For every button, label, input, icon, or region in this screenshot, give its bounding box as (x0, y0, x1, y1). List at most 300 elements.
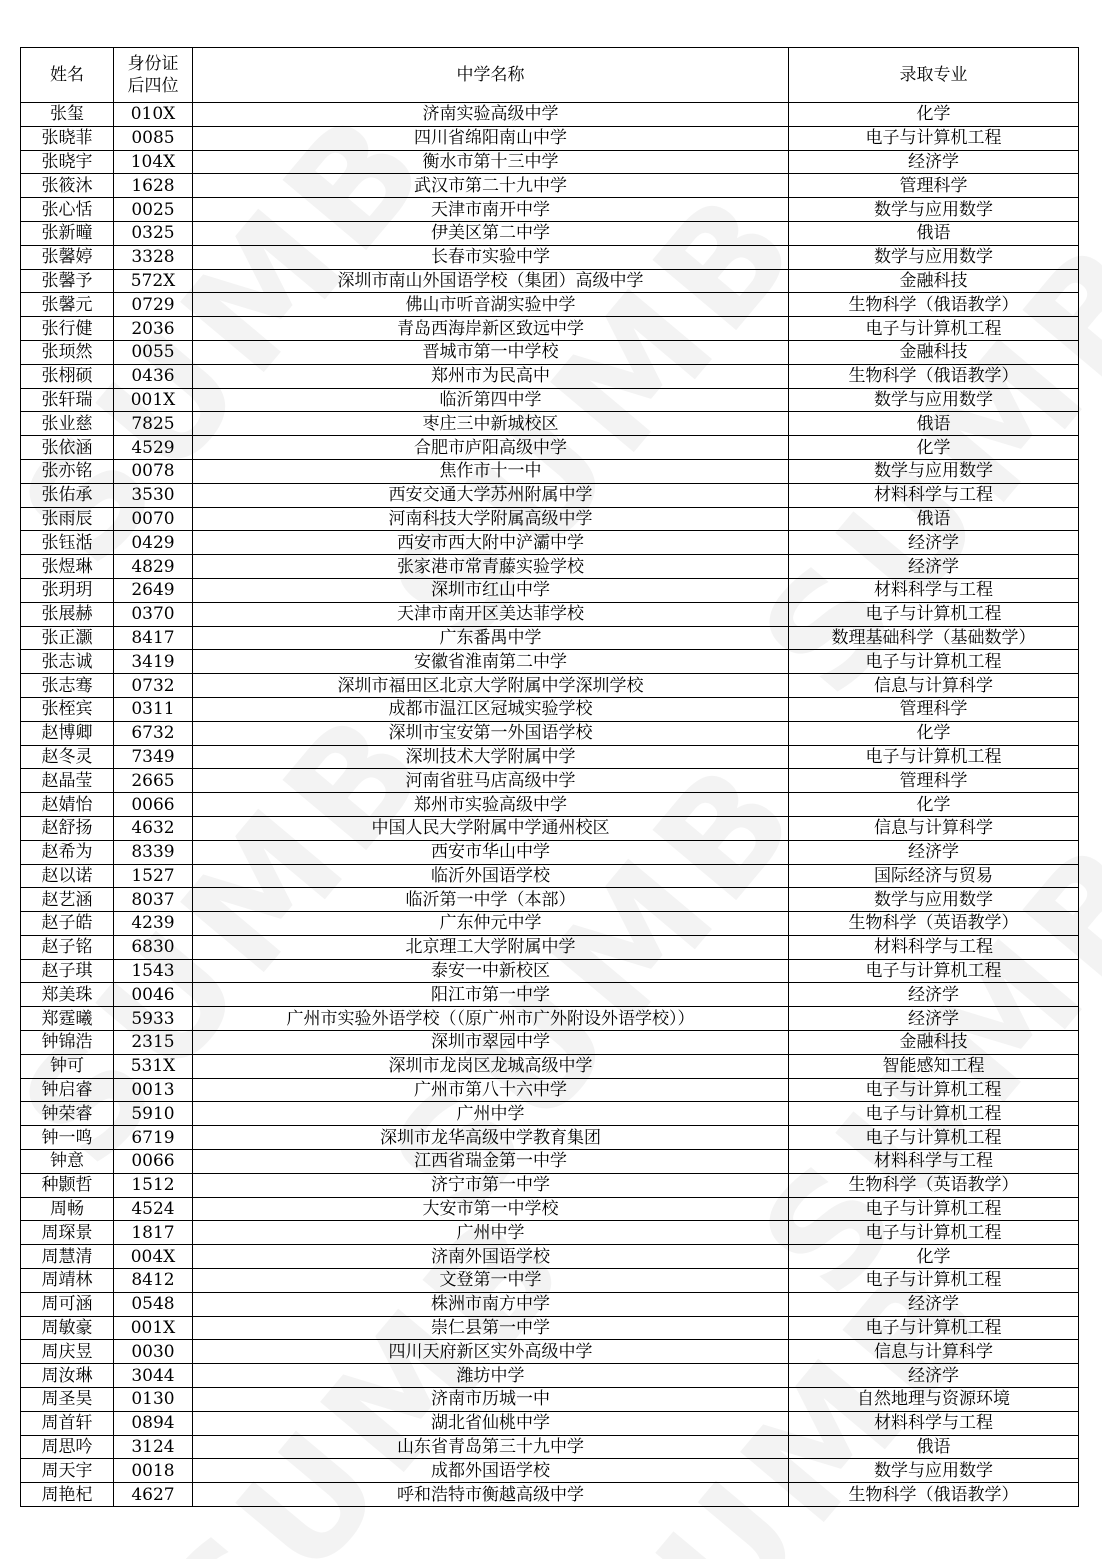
cell-major: 电子与计算机工程 (789, 602, 1079, 626)
table-row (21, 1078, 1079, 1102)
cell-school: 山东省青岛第三十九中学 (193, 1435, 789, 1459)
cell-id-last4: 572X (114, 269, 193, 293)
cell-id-last4: 4829 (114, 555, 193, 579)
cell-school: 西安交通大学苏州附属中学 (193, 483, 789, 507)
cell-school: 呼和浩特市衡越高级中学 (193, 1483, 789, 1507)
cell-id-last4: 0070 (114, 507, 193, 531)
cell-id-last4: 3124 (114, 1435, 193, 1459)
cell-id-last4: 5933 (114, 1007, 193, 1031)
cell-name: 张亦铭 (21, 459, 114, 483)
cell-school: 广州中学 (193, 1221, 789, 1245)
table-row (21, 793, 1079, 817)
table-row (21, 126, 1079, 150)
cell-name: 钟锦浩 (21, 1031, 114, 1055)
table-row (21, 269, 1079, 293)
cell-major: 电子与计算机工程 (789, 959, 1079, 983)
table-row (21, 1007, 1079, 1031)
cell-school: 潍坊中学 (193, 1364, 789, 1388)
cell-major: 数学与应用数学 (789, 245, 1079, 269)
cell-major: 生物科学（俄语教学） (789, 1483, 1079, 1507)
table-row (21, 245, 1079, 269)
table-row (21, 578, 1079, 602)
cell-school: 合肥市庐阳高级中学 (193, 436, 789, 460)
cell-name: 张栩硕 (21, 364, 114, 388)
table-row (21, 1435, 1079, 1459)
cell-name: 张晓宇 (21, 150, 114, 174)
cell-name: 张佑承 (21, 483, 114, 507)
cell-school: 安徽省淮南第二中学 (193, 650, 789, 674)
cell-major: 生物科学（英语教学） (789, 1173, 1079, 1197)
table-row (21, 1292, 1079, 1316)
cell-major: 俄语 (789, 221, 1079, 245)
cell-major: 化学 (789, 793, 1079, 817)
cell-id-last4: 1527 (114, 864, 193, 888)
table-row (21, 674, 1079, 698)
table-row (21, 888, 1079, 912)
cell-id-last4: 1512 (114, 1173, 193, 1197)
cell-school: 广州市实验外语学校（（原广州市广外附设外语学校）） (193, 1007, 789, 1031)
cell-id-last4: 4524 (114, 1197, 193, 1221)
table-row (21, 340, 1079, 364)
cell-major: 金融科技 (789, 340, 1079, 364)
table-row (21, 531, 1079, 555)
cell-school: 广州市第八十六中学 (193, 1078, 789, 1102)
table-row (21, 1388, 1079, 1412)
cell-id-last4: 0325 (114, 221, 193, 245)
cell-id-last4: 0085 (114, 126, 193, 150)
cell-school: 天津市南开区美达菲学校 (193, 602, 789, 626)
cell-name: 赵冬灵 (21, 745, 114, 769)
cell-name: 张雨辰 (21, 507, 114, 531)
cell-name: 张志诚 (21, 650, 114, 674)
cell-major: 电子与计算机工程 (789, 1269, 1079, 1293)
cell-school: 济宁市第一中学 (193, 1173, 789, 1197)
table-row (21, 1269, 1079, 1293)
cell-name: 张轩瑞 (21, 388, 114, 412)
cell-school: 天津市南开中学 (193, 198, 789, 222)
cell-school: 北京理工大学附属中学 (193, 935, 789, 959)
cell-major: 数学与应用数学 (789, 888, 1079, 912)
table-row (21, 293, 1079, 317)
table-row (21, 1173, 1079, 1197)
cell-major: 金融科技 (789, 269, 1079, 293)
cell-id-last4: 001X (114, 1316, 193, 1340)
cell-name: 张行健 (21, 317, 114, 341)
cell-id-last4: 3530 (114, 483, 193, 507)
cell-school: 青岛西海岸新区致远中学 (193, 317, 789, 341)
cell-major: 信息与计算科学 (789, 816, 1079, 840)
cell-school: 阳江市第一中学 (193, 983, 789, 1007)
cell-id-last4: 0013 (114, 1078, 193, 1102)
cell-school: 临沂第四中学 (193, 388, 789, 412)
cell-school: 湖北省仙桃中学 (193, 1411, 789, 1435)
cell-school: 四川省绵阳南山中学 (193, 126, 789, 150)
cell-major: 材料科学与工程 (789, 1411, 1079, 1435)
cell-school: 临沂外国语学校 (193, 864, 789, 888)
cell-major: 材料科学与工程 (789, 1150, 1079, 1174)
cell-name: 张展赫 (21, 602, 114, 626)
cell-major: 生物科学（英语教学） (789, 912, 1079, 936)
cell-major: 经济学 (789, 531, 1079, 555)
cell-name: 赵舒扬 (21, 816, 114, 840)
table-row (21, 1483, 1079, 1507)
cell-name: 张桎宾 (21, 697, 114, 721)
cell-name: 张正灏 (21, 626, 114, 650)
table-row (21, 555, 1079, 579)
cell-id-last4: 4627 (114, 1483, 193, 1507)
cell-major: 电子与计算机工程 (789, 1078, 1079, 1102)
cell-major: 数理基础科学（基础数学） (789, 626, 1079, 650)
cell-major: 俄语 (789, 507, 1079, 531)
table-row (21, 1411, 1079, 1435)
cell-school: 长春市实验中学 (193, 245, 789, 269)
cell-name: 周庆昱 (21, 1340, 114, 1364)
cell-id-last4: 4632 (114, 816, 193, 840)
cell-major: 电子与计算机工程 (789, 1221, 1079, 1245)
table-row (21, 1031, 1079, 1055)
cell-major: 管理科学 (789, 174, 1079, 198)
table-row (21, 602, 1079, 626)
cell-id-last4: 8412 (114, 1269, 193, 1293)
cell-school: 河南省驻马店高级中学 (193, 769, 789, 793)
cell-id-last4: 6719 (114, 1126, 193, 1150)
cell-name: 周慧清 (21, 1245, 114, 1269)
cell-id-last4: 0030 (114, 1340, 193, 1364)
cell-school: 深圳市红山中学 (193, 578, 789, 602)
cell-id-last4: 3328 (114, 245, 193, 269)
cell-id-last4: 7825 (114, 412, 193, 436)
cell-school: 文登第一中学 (193, 1269, 789, 1293)
cell-id-last4: 0429 (114, 531, 193, 555)
cell-name: 周思吟 (21, 1435, 114, 1459)
table-row (21, 103, 1079, 127)
cell-id-last4: 0732 (114, 674, 193, 698)
cell-name: 钟启睿 (21, 1078, 114, 1102)
cell-major: 电子与计算机工程 (789, 1102, 1079, 1126)
table-header-row (21, 48, 1079, 103)
cell-name: 钟意 (21, 1150, 114, 1174)
cell-school: 郑州市实验高级中学 (193, 793, 789, 817)
cell-school: 济南外国语学校 (193, 1245, 789, 1269)
cell-name: 钟可 (21, 1054, 114, 1078)
table-row (21, 317, 1079, 341)
cell-name: 周汝琳 (21, 1364, 114, 1388)
cell-school: 衡水市第十三中学 (193, 150, 789, 174)
cell-id-last4: 0729 (114, 293, 193, 317)
cell-name: 张新疃 (21, 221, 114, 245)
cell-major: 电子与计算机工程 (789, 650, 1079, 674)
cell-major: 管理科学 (789, 769, 1079, 793)
cell-name: 张馨元 (21, 293, 114, 317)
cell-id-last4: 0130 (114, 1388, 193, 1412)
cell-school: 大安市第一中学校 (193, 1197, 789, 1221)
cell-id-last4: 531X (114, 1054, 193, 1078)
cell-major: 信息与计算科学 (789, 1340, 1079, 1364)
cell-name: 张心恬 (21, 198, 114, 222)
cell-major: 电子与计算机工程 (789, 317, 1079, 341)
table-row (21, 1316, 1079, 1340)
cell-name: 钟一鸣 (21, 1126, 114, 1150)
table-row (21, 150, 1079, 174)
table-row (21, 650, 1079, 674)
cell-name: 郑美珠 (21, 983, 114, 1007)
cell-id-last4: 004X (114, 1245, 193, 1269)
cell-name: 周琛景 (21, 1221, 114, 1245)
cell-school: 深圳技术大学附属中学 (193, 745, 789, 769)
cell-major: 经济学 (789, 983, 1079, 1007)
table-row (21, 1197, 1079, 1221)
cell-id-last4: 0311 (114, 697, 193, 721)
cell-school: 广州中学 (193, 1102, 789, 1126)
table-row (21, 174, 1079, 198)
cell-id-last4: 6732 (114, 721, 193, 745)
cell-id-last4: 8417 (114, 626, 193, 650)
cell-name: 周艳杞 (21, 1483, 114, 1507)
cell-name: 张煜琳 (21, 555, 114, 579)
table-row (21, 1364, 1079, 1388)
cell-id-last4: 8037 (114, 888, 193, 912)
cell-major: 化学 (789, 721, 1079, 745)
cell-name: 张筱沐 (21, 174, 114, 198)
cell-name: 周首轩 (21, 1411, 114, 1435)
cell-major: 经济学 (789, 1364, 1079, 1388)
cell-id-last4: 3044 (114, 1364, 193, 1388)
cell-school: 深圳市宝安第一外国语学校 (193, 721, 789, 745)
cell-school: 西安市西大附中浐灞中学 (193, 531, 789, 555)
cell-school: 深圳市南山外国语学校（集团）高级中学 (193, 269, 789, 293)
cell-id-last4: 6830 (114, 935, 193, 959)
table-row (21, 864, 1079, 888)
cell-school: 广东番禺中学 (193, 626, 789, 650)
cell-id-last4: 5910 (114, 1102, 193, 1126)
cell-major: 化学 (789, 103, 1079, 127)
cell-school: 临沂第一中学（本部） (193, 888, 789, 912)
table-row (21, 721, 1079, 745)
cell-school: 晋城市第一中学校 (193, 340, 789, 364)
table-row (21, 1245, 1079, 1269)
cell-name: 张馨婷 (21, 245, 114, 269)
cell-name: 张钰湉 (21, 531, 114, 555)
cell-id-last4: 2649 (114, 578, 193, 602)
cell-id-last4: 0025 (114, 198, 193, 222)
cell-name: 周靖林 (21, 1269, 114, 1293)
cell-major: 材料科学与工程 (789, 483, 1079, 507)
cell-name: 周畅 (21, 1197, 114, 1221)
cell-id-last4: 8339 (114, 840, 193, 864)
cell-name: 赵婧怡 (21, 793, 114, 817)
cell-major: 数学与应用数学 (789, 459, 1079, 483)
cell-id-last4: 2665 (114, 769, 193, 793)
cell-major: 管理科学 (789, 697, 1079, 721)
cell-major: 经济学 (789, 840, 1079, 864)
cell-major: 生物科学（俄语教学） (789, 293, 1079, 317)
cell-id-last4: 0055 (114, 340, 193, 364)
table-row (21, 388, 1079, 412)
cell-name: 赵博卿 (21, 721, 114, 745)
admission-table (20, 47, 1079, 1507)
cell-major: 材料科学与工程 (789, 578, 1079, 602)
table-row (21, 1459, 1079, 1483)
cell-id-last4: 0894 (114, 1411, 193, 1435)
table-row (21, 436, 1079, 460)
table-row (21, 483, 1079, 507)
cell-id-last4: 0066 (114, 1150, 193, 1174)
cell-name: 赵以诺 (21, 864, 114, 888)
table-body (21, 103, 1079, 1507)
table-row (21, 1340, 1079, 1364)
cell-major: 俄语 (789, 1435, 1079, 1459)
cell-school: 广东仲元中学 (193, 912, 789, 936)
table-row (21, 959, 1079, 983)
cell-name: 张馨予 (21, 269, 114, 293)
cell-major: 自然地理与资源环境 (789, 1388, 1079, 1412)
cell-id-last4: 2315 (114, 1031, 193, 1055)
table-row (21, 1102, 1079, 1126)
table-row (21, 935, 1079, 959)
cell-name: 赵子琪 (21, 959, 114, 983)
cell-name: 张晓菲 (21, 126, 114, 150)
cell-id-last4: 4239 (114, 912, 193, 936)
cell-major: 数学与应用数学 (789, 388, 1079, 412)
cell-id-last4: 001X (114, 388, 193, 412)
table-row (21, 816, 1079, 840)
cell-major: 电子与计算机工程 (789, 126, 1079, 150)
table-row (21, 198, 1079, 222)
cell-school: 枣庄三中新城校区 (193, 412, 789, 436)
cell-id-last4: 0370 (114, 602, 193, 626)
cell-major: 国际经济与贸易 (789, 864, 1079, 888)
cell-school: 伊美区第二中学 (193, 221, 789, 245)
cell-major: 化学 (789, 1245, 1079, 1269)
cell-school: 成都市温江区冠城实验学校 (193, 697, 789, 721)
cell-name: 张志骞 (21, 674, 114, 698)
cell-major: 经济学 (789, 150, 1079, 174)
table-row (21, 507, 1079, 531)
cell-school: 济南市历城一中 (193, 1388, 789, 1412)
cell-name: 赵晶莹 (21, 769, 114, 793)
cell-major: 电子与计算机工程 (789, 1316, 1079, 1340)
cell-id-last4: 104X (114, 150, 193, 174)
cell-name: 张顼然 (21, 340, 114, 364)
cell-id-last4: 1543 (114, 959, 193, 983)
cell-id-last4: 1628 (114, 174, 193, 198)
cell-school: 深圳市福田区北京大学附属中学深圳学校 (193, 674, 789, 698)
cell-school: 株洲市南方中学 (193, 1292, 789, 1316)
cell-major: 信息与计算科学 (789, 674, 1079, 698)
cell-name: 张玺 (21, 103, 114, 127)
table-row (21, 1221, 1079, 1245)
table-row (21, 983, 1079, 1007)
cell-name: 钟荣睿 (21, 1102, 114, 1126)
table-row (21, 697, 1079, 721)
cell-name: 赵子皓 (21, 912, 114, 936)
table-row (21, 912, 1079, 936)
cell-name: 张玥玥 (21, 578, 114, 602)
cell-name: 周可涵 (21, 1292, 114, 1316)
table-row (21, 364, 1079, 388)
cell-id-last4: 0548 (114, 1292, 193, 1316)
cell-major: 经济学 (789, 1292, 1079, 1316)
cell-id-last4: 3419 (114, 650, 193, 674)
cell-name: 张依涵 (21, 436, 114, 460)
cell-name: 赵希为 (21, 840, 114, 864)
cell-id-last4: 0436 (114, 364, 193, 388)
cell-major: 智能感知工程 (789, 1054, 1079, 1078)
cell-school: 成都外国语学校 (193, 1459, 789, 1483)
cell-school: 深圳市翠园中学 (193, 1031, 789, 1055)
cell-major: 俄语 (789, 412, 1079, 436)
cell-major: 经济学 (789, 555, 1079, 579)
cell-name: 周圣昊 (21, 1388, 114, 1412)
header-id-last4: 身份证 后四位 (114, 48, 193, 103)
cell-name: 赵子铭 (21, 935, 114, 959)
table-row (21, 1126, 1079, 1150)
table-row (21, 459, 1079, 483)
cell-school: 佛山市听音湖实验中学 (193, 293, 789, 317)
cell-id-last4: 2036 (114, 317, 193, 341)
cell-school: 河南科技大学附属高级中学 (193, 507, 789, 531)
cell-major: 电子与计算机工程 (789, 1197, 1079, 1221)
cell-major: 金融科技 (789, 1031, 1079, 1055)
table-row (21, 626, 1079, 650)
cell-id-last4: 1817 (114, 1221, 193, 1245)
cell-name: 郑霆曦 (21, 1007, 114, 1031)
header-name: 姓名 (21, 48, 114, 103)
cell-major: 电子与计算机工程 (789, 1126, 1079, 1150)
cell-school: 中国人民大学附属中学通州校区 (193, 816, 789, 840)
cell-major: 生物科学（俄语教学） (789, 364, 1079, 388)
cell-school: 深圳市龙华高级中学教育集团 (193, 1126, 789, 1150)
table-row (21, 769, 1079, 793)
cell-major: 化学 (789, 436, 1079, 460)
cell-school: 崇仁县第一中学 (193, 1316, 789, 1340)
table-row (21, 412, 1079, 436)
header-major: 录取专业 (789, 48, 1079, 103)
table-row (21, 745, 1079, 769)
cell-name: 周敏豪 (21, 1316, 114, 1340)
cell-name: 种颢哲 (21, 1173, 114, 1197)
cell-school: 西安市华山中学 (193, 840, 789, 864)
cell-id-last4: 010X (114, 103, 193, 127)
cell-major: 经济学 (789, 1007, 1079, 1031)
cell-major: 材料科学与工程 (789, 935, 1079, 959)
table-row (21, 1150, 1079, 1174)
cell-school: 泰安一中新校区 (193, 959, 789, 983)
cell-name: 周天宇 (21, 1459, 114, 1483)
cell-school: 深圳市龙岗区龙城高级中学 (193, 1054, 789, 1078)
cell-name: 张业慈 (21, 412, 114, 436)
cell-id-last4: 0066 (114, 793, 193, 817)
cell-id-last4: 0078 (114, 459, 193, 483)
cell-major: 数学与应用数学 (789, 198, 1079, 222)
cell-school: 张家港市常青藤实验学校 (193, 555, 789, 579)
cell-school: 焦作市十一中 (193, 459, 789, 483)
cell-id-last4: 4529 (114, 436, 193, 460)
cell-major: 数学与应用数学 (789, 1459, 1079, 1483)
cell-id-last4: 0046 (114, 983, 193, 1007)
table-row (21, 221, 1079, 245)
cell-school: 郑州市为民高中 (193, 364, 789, 388)
cell-name: 赵艺涵 (21, 888, 114, 912)
header-school: 中学名称 (193, 48, 789, 103)
cell-school: 济南实验高级中学 (193, 103, 789, 127)
cell-id-last4: 0018 (114, 1459, 193, 1483)
cell-id-last4: 7349 (114, 745, 193, 769)
cell-school: 武汉市第二十九中学 (193, 174, 789, 198)
table-row (21, 840, 1079, 864)
cell-school: 四川天府新区实外高级中学 (193, 1340, 789, 1364)
cell-school: 江西省瑞金第一中学 (193, 1150, 789, 1174)
